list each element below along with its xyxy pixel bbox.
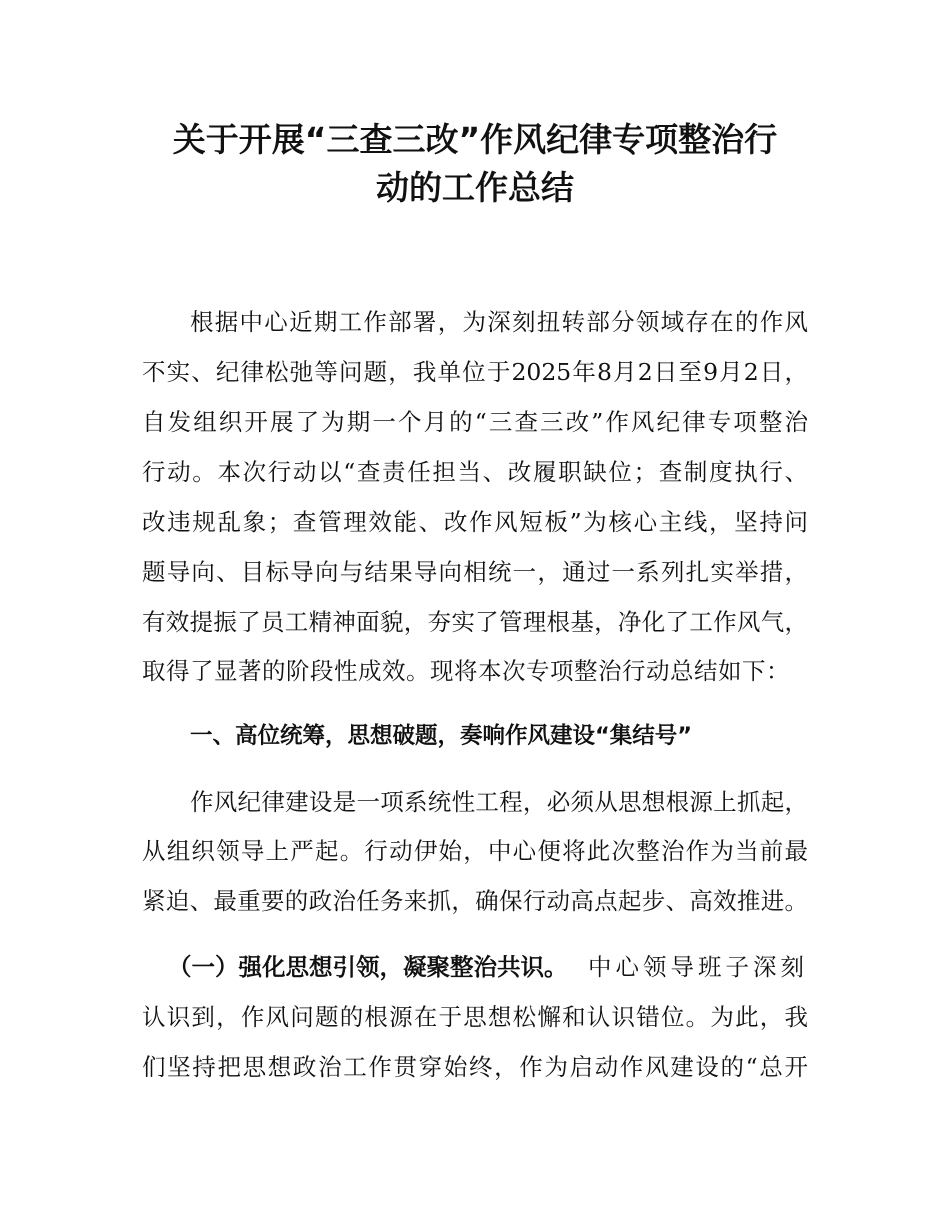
section-heading-1: 一、高位统筹，思想破题，奏响作风建设“集结号” [190, 723, 693, 749]
paragraph-line: 不实、纪律松弛等问题，我单位于2025年8月2日至9月2日， [142, 358, 808, 386]
subsection-heading-1: （一）强化思想引领，凝聚整治共识。 [168, 953, 568, 981]
paragraph-line: 们坚持把思想政治工作贯穿始终，作为启动作风建设的“总开 [142, 1053, 808, 1081]
paragraph-line: 根据中心近期工作部署，为深刻扭转部分领域存在的作风 [190, 308, 808, 336]
paragraph-line [168, 952, 808, 982]
paragraph-line: 从组织领导上严起。行动伊始，中心便将此次整治作为当前最 [142, 837, 808, 865]
paragraph-line: 有效提振了员工精神面貌，夯实了管理根基，净化了工作风气， [142, 608, 808, 636]
paragraph-line: 紧迫、最重要的政治任务来抓，确保行动高点起步、高效推进。 [142, 887, 808, 915]
paragraph-text: 中心领导班子深刻 [588, 953, 808, 981]
paragraph-line: 作风纪律建设是一项系统性工程，必须从思想根源上抓起， [190, 788, 808, 816]
document-title-line-2: 动的工作总结 [376, 168, 574, 207]
paragraph-line: 行动。本次行动以“查责任担当、改履职缺位；查制度执行、 [142, 458, 808, 486]
paragraph-line: 取得了显著的阶段性成效。现将本次专项整治行动总结如下： [142, 657, 790, 685]
paragraph-line: 题导向、目标导向与结果导向相统一，通过一系列扎实举措， [142, 558, 808, 586]
paragraph-line: 认识到，作风问题的根源在于思想松懈和认识错位。为此，我 [142, 1003, 808, 1031]
paragraph-line: 改违规乱象；查管理效能、改作风短板”为核心主线，坚持问 [142, 508, 808, 536]
paragraph-line: 自发组织开展了为期一个月的“三查三改”作风纪律专项整治 [142, 408, 808, 436]
document-title-line-1: 关于开展“三查三改”作风纪律专项整治行 [172, 120, 778, 159]
